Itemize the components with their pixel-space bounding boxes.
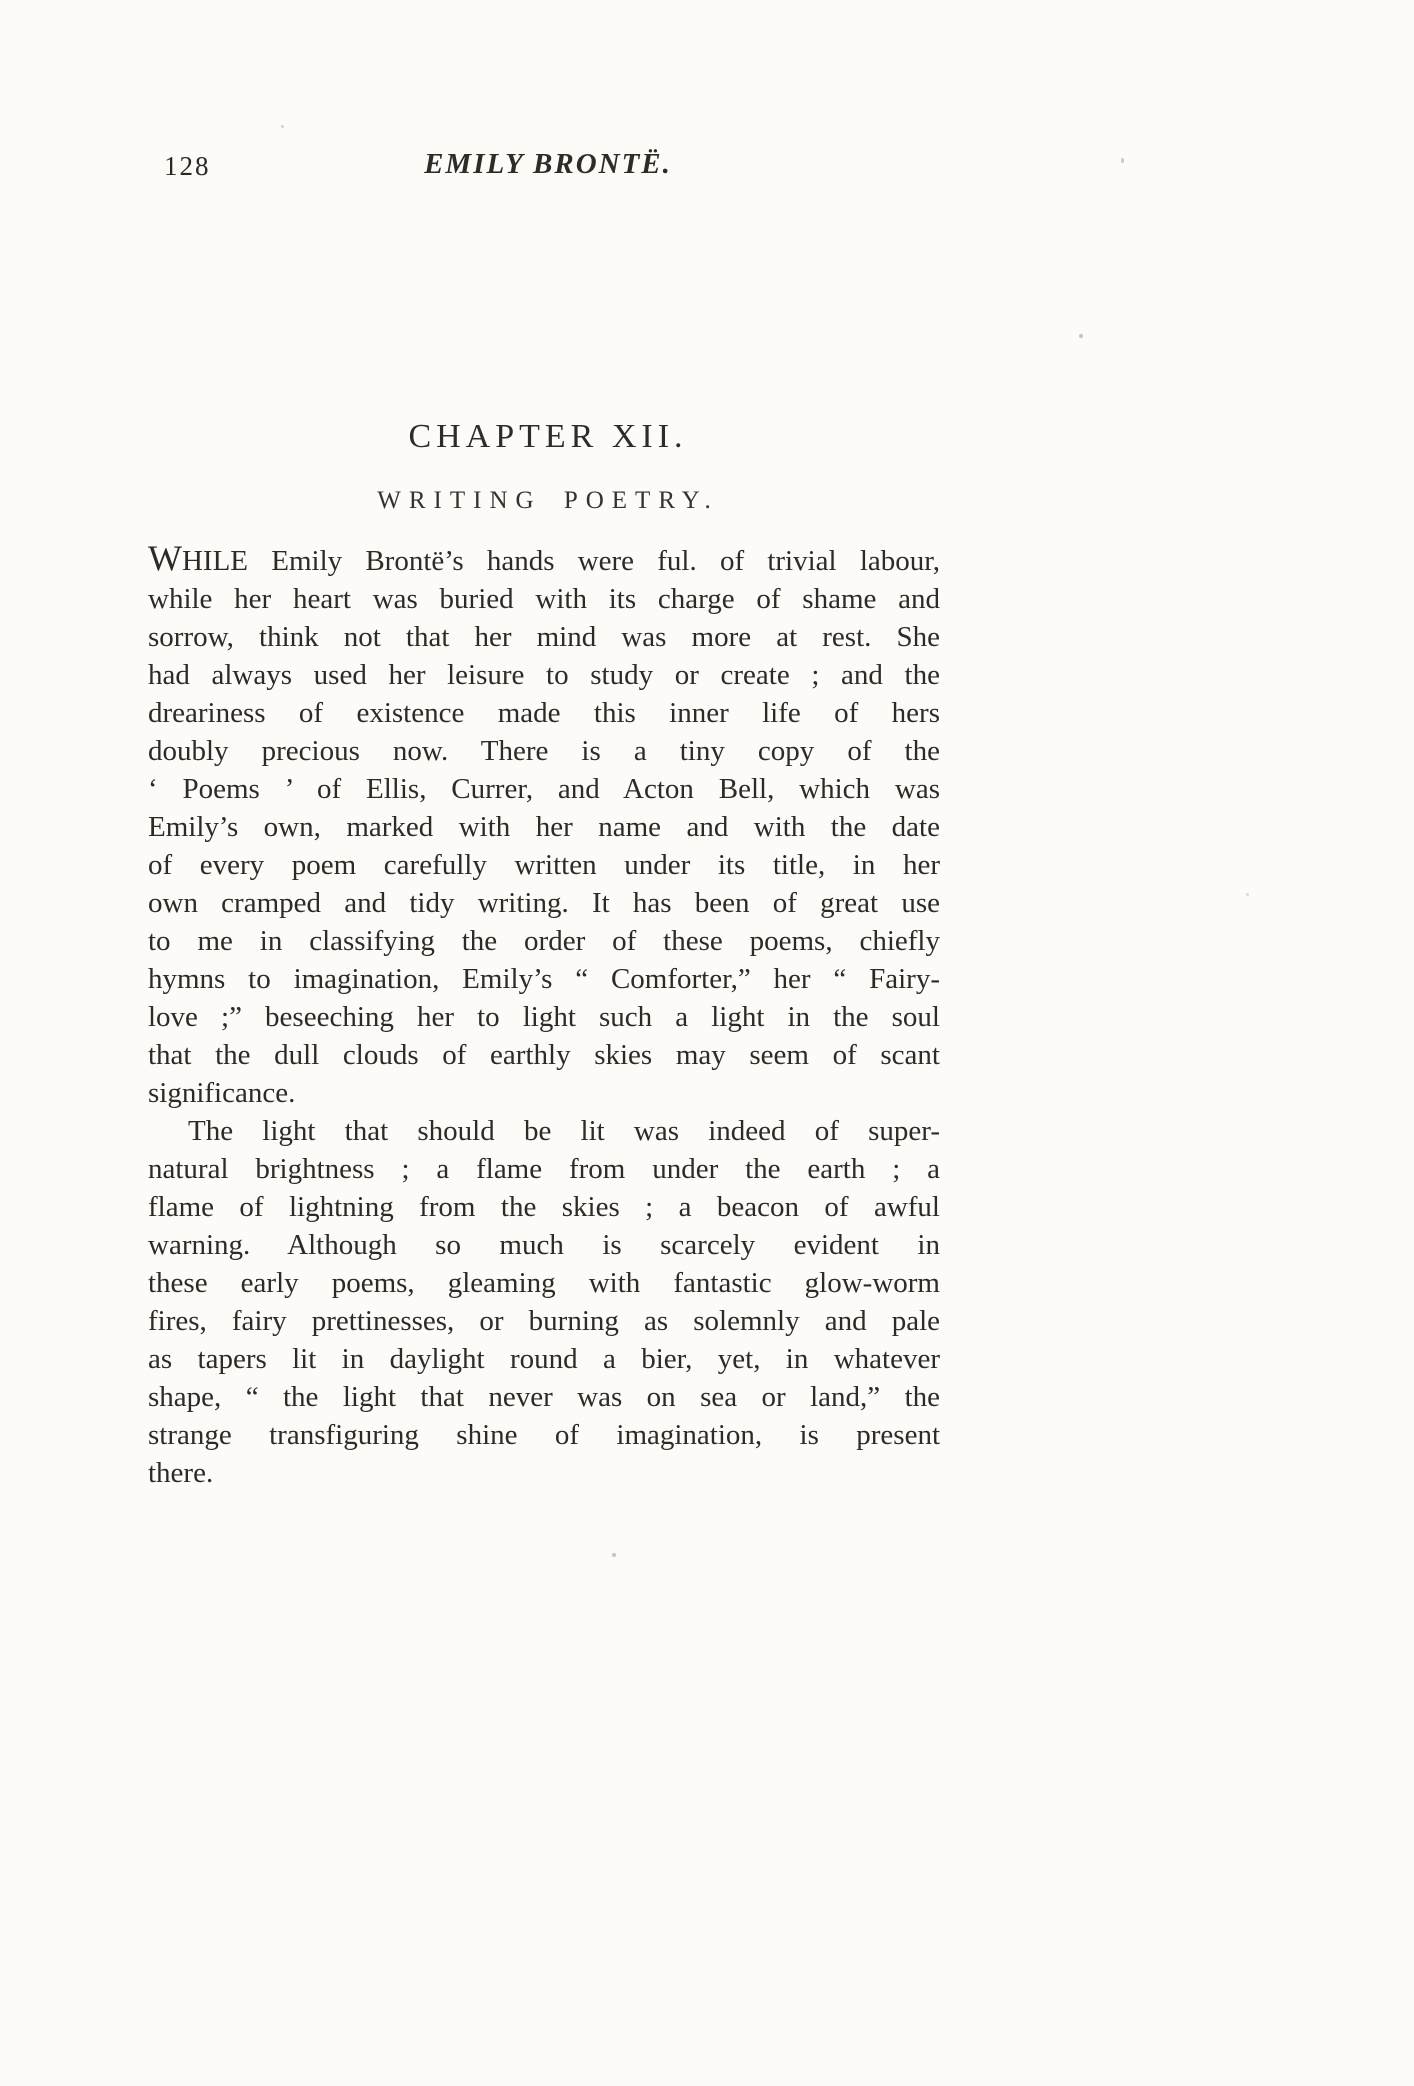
text-line: as tapers lit in daylight round a bier, yet, in whatever [148, 1343, 940, 1375]
page-header [148, 148, 948, 188]
text-line: dreariness of existence made this inner life of hers [148, 697, 940, 729]
scan-speck [1121, 158, 1124, 163]
text-line: significance. [148, 1077, 296, 1109]
text-line: shape, “ the light that never was on sea or land,” the [148, 1381, 940, 1413]
text-line: doubly precious now. There is a tiny copy of the [148, 735, 940, 767]
text-line: while her heart was buried with its charge of shame and [148, 583, 940, 615]
chapter-heading: CHAPTER XII. [408, 418, 688, 455]
paragraph-1 [148, 540, 940, 1112]
scan-speck [281, 125, 284, 128]
paragraph-2 [148, 1112, 940, 1492]
text-line: warning. Although so much is scarcely evident in [148, 1229, 940, 1261]
text-line: strange transfiguring shine of imagination, is present [148, 1419, 940, 1451]
text-line: Emily’s own, marked with her name and with the date [148, 811, 940, 843]
text-line: ‘ Poems ’ of Ellis, Currer, and Acton Bell, which was [148, 773, 940, 805]
text-line: had always used her leisure to study or create ; and the [148, 659, 940, 691]
page-number: 128 [164, 151, 211, 181]
running-header: EMILY BRONTË. [424, 148, 672, 180]
text-line: WHILE Emily Brontë’s hands were ful. of trivial labour, [148, 538, 940, 578]
scan-speck [1079, 334, 1083, 338]
text-line: natural brightness ; a flame from under the earth ; a [148, 1153, 940, 1185]
text-line: of every poem carefully written under its title, in her [148, 849, 940, 881]
scan-speck [612, 1553, 616, 1557]
text-line: own cramped and tidy writing. It has been of great use [148, 887, 940, 919]
text-line: flame of lightning from the skies ; a beacon of awful [148, 1191, 940, 1223]
scan-speck [1246, 893, 1249, 896]
text-line: there. [148, 1457, 214, 1489]
text-line: sorrow, think not that her mind was more at rest. She [148, 621, 940, 653]
text-line: love ;” beseeching her to light such a light in the soul [148, 1001, 940, 1033]
text-line: these early poems, gleaming with fantastic glow-worm [148, 1267, 940, 1299]
text-line: fires, fairy prettinesses, or burning as solemnly and pale [148, 1305, 940, 1337]
section-heading: WRITING POETRY. [377, 487, 719, 514]
text-line: The light that should be lit was indeed of super- [188, 1115, 940, 1147]
text-line: hymns to imagination, Emily’s “ Comforter,” her “ Fairy- [148, 963, 940, 995]
body-text [148, 540, 940, 1492]
text-line: that the dull clouds of earthly skies may seem of scant [148, 1039, 940, 1071]
text-line: to me in classifying the order of these poems, chiefly [148, 925, 940, 957]
